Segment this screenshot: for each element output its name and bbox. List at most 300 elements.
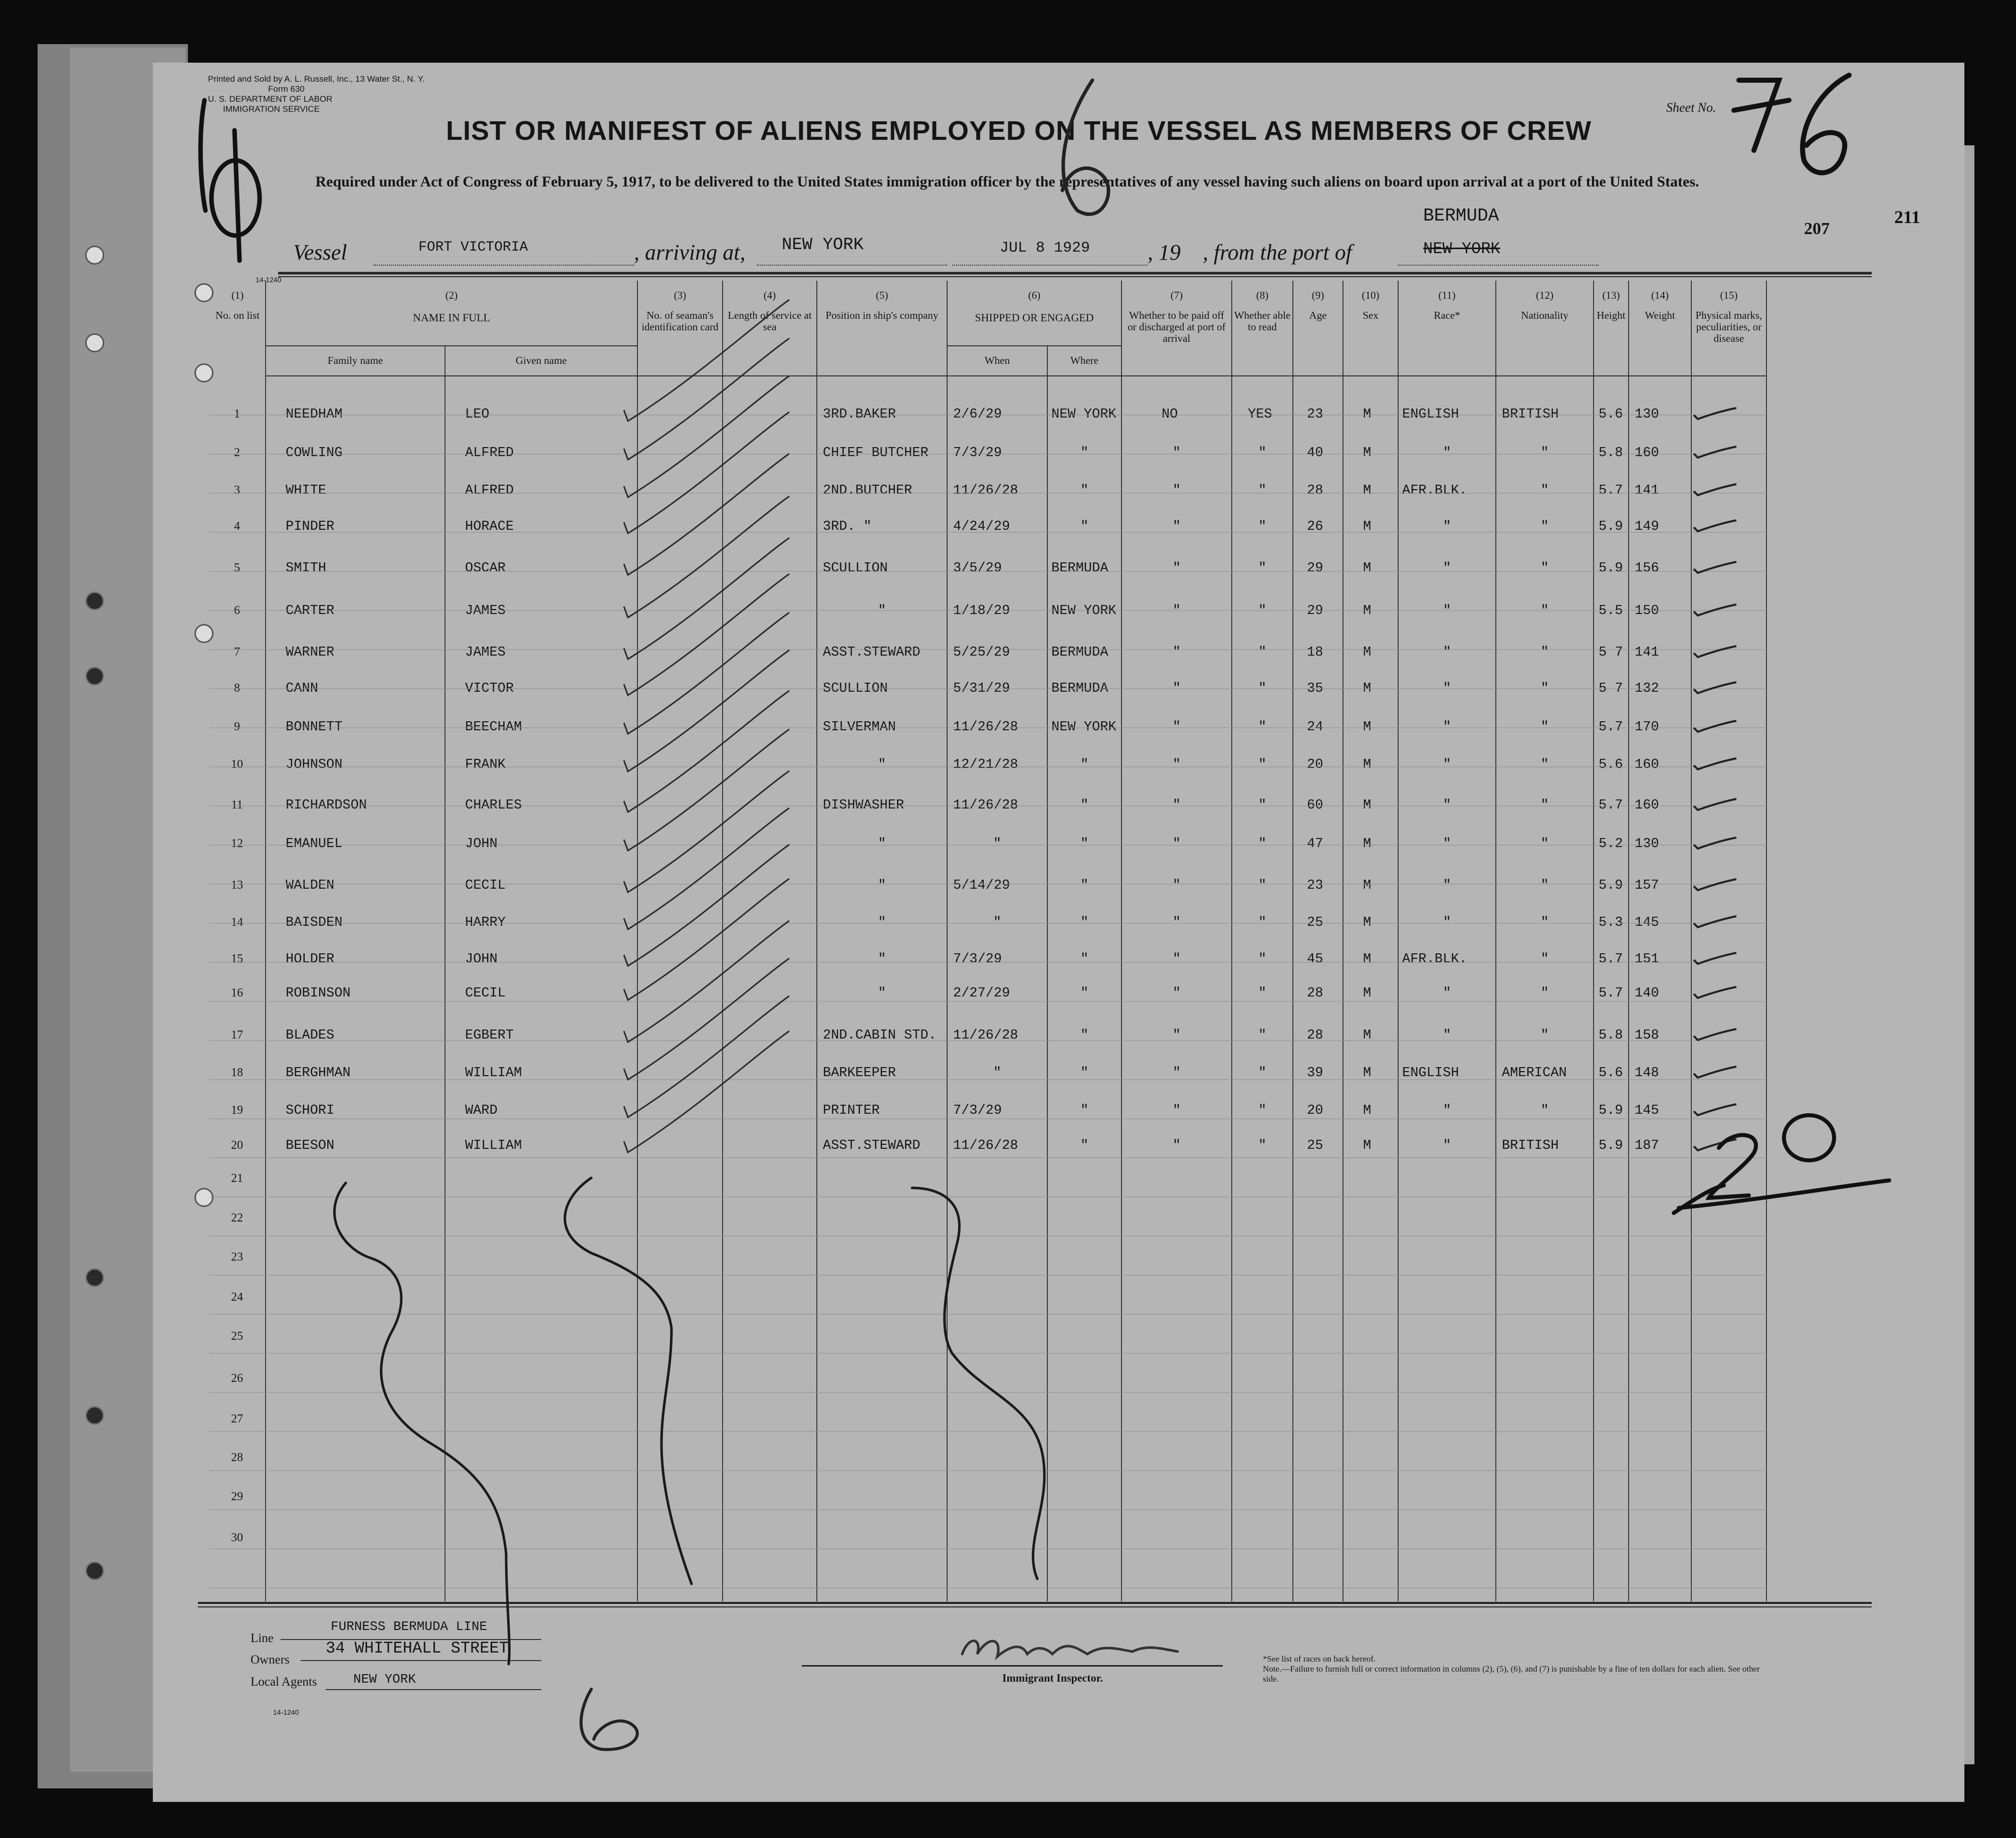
column-number: (15)	[1720, 289, 1738, 301]
paid-off-cell: "	[1173, 681, 1181, 696]
row-number: 25	[231, 1330, 243, 1343]
given-name-cell: EGBERT	[465, 1028, 514, 1043]
age-cell: 29	[1307, 561, 1323, 576]
margin-number: 211	[1894, 207, 1921, 227]
sex-cell: M	[1363, 681, 1372, 696]
age-cell: 47	[1307, 837, 1323, 852]
row-number: 1	[234, 407, 240, 421]
row-number: 21	[231, 1172, 243, 1185]
given-name-cell: LEO	[465, 407, 490, 422]
binder-hole	[85, 667, 104, 686]
shipped-where-cell: NEW YORK	[1051, 720, 1116, 735]
shipped-where-cell: "	[1080, 446, 1089, 461]
row-number: 29	[231, 1490, 243, 1503]
column-label: Race*	[1434, 309, 1460, 321]
age-cell: 40	[1307, 446, 1323, 461]
sex-cell: M	[1363, 878, 1372, 893]
row-number: 11	[231, 798, 243, 811]
given-name-cell: WILLIAM	[465, 1066, 522, 1081]
shipped-where-cell: "	[1080, 1103, 1089, 1118]
weight-cell: 160	[1635, 446, 1659, 461]
weight-cell: 187	[1635, 1138, 1659, 1153]
column-label: Sex	[1363, 309, 1379, 321]
age-cell: 35	[1307, 681, 1323, 696]
shipped-when-cell: "	[993, 1066, 1002, 1081]
able-to-read-cell: "	[1258, 1028, 1267, 1043]
column-number: (9)	[1311, 289, 1324, 301]
family-name-cell: ROBINSON	[286, 986, 351, 1001]
family-name-cell: EMANUEL	[286, 837, 343, 852]
family-name-cell: BEESON	[286, 1138, 335, 1153]
height-cell: 5.7	[1599, 483, 1623, 498]
height-cell: 5.9	[1599, 519, 1623, 534]
weight-cell: 140	[1635, 986, 1659, 1001]
shipped-when-cell: 11/26/28	[953, 720, 1018, 735]
given-name-cell: HARRY	[465, 915, 506, 930]
sheet-label: Sheet No.	[1666, 100, 1716, 115]
column-number: (3)	[674, 289, 687, 301]
position-cell: "	[878, 878, 886, 893]
paid-off-cell: "	[1173, 1066, 1181, 1081]
row-number: 30	[231, 1531, 243, 1544]
nationality-cell: "	[1540, 681, 1549, 696]
column-number: (8)	[1256, 289, 1269, 301]
column-label: Length of service at sea	[728, 309, 812, 333]
manifest-subtitle: Required under Act of Congress of February 5, 1917, to be delivered to the United States immigration officer by the representatives of any vessel having such aliens on board upon arrival at a port of the United States.	[315, 173, 1699, 190]
nationality-cell: "	[1540, 915, 1549, 930]
height-cell: 5.6	[1599, 407, 1623, 422]
given-name-cell: JAMES	[465, 603, 506, 619]
age-cell: 60	[1307, 798, 1323, 813]
sex-cell: M	[1363, 561, 1372, 576]
given-name-cell: BEECHAM	[465, 720, 522, 735]
nationality-cell: "	[1540, 561, 1549, 576]
able-to-read-cell: "	[1258, 446, 1267, 461]
family-name-cell: RICHARDSON	[286, 798, 367, 813]
able-to-read-cell: "	[1258, 519, 1267, 534]
weight-cell: 157	[1635, 878, 1659, 893]
able-to-read-cell: "	[1258, 1103, 1267, 1118]
family-name-cell: WALDEN	[286, 878, 335, 893]
shipped-when-cell: 7/3/29	[953, 1103, 1002, 1118]
given-name-cell: WARD	[465, 1103, 498, 1118]
race-cell: ENGLISH	[1402, 1066, 1459, 1081]
nationality-cell: "	[1540, 483, 1549, 498]
vessel-name: FORT VICTORIA	[418, 240, 528, 255]
given-name-cell: FRANK	[465, 757, 506, 772]
able-to-read-cell: "	[1258, 915, 1267, 930]
shipped-where-cell: BERMUDA	[1051, 561, 1108, 576]
able-to-read-cell: "	[1258, 952, 1267, 967]
family-name-cell: JOHNSON	[286, 757, 343, 772]
printer-line: Printed and Sold by A. L. Russell, Inc., 13 Water St., N. Y.	[208, 74, 425, 84]
department: U. S. DEPARTMENT OF LABOR	[208, 94, 333, 104]
able-to-read-cell: "	[1258, 986, 1267, 1001]
binder-hole	[85, 1561, 104, 1580]
nationality-cell: "	[1540, 645, 1549, 660]
race-note: *See list of races on back hereof.	[1263, 1654, 1376, 1664]
position-cell: BARKEEPER	[823, 1066, 896, 1081]
vessel-fill-line	[373, 265, 634, 266]
paid-off-cell: "	[1173, 603, 1181, 619]
position-cell: "	[878, 915, 886, 930]
position-cell: 2ND.CABIN STD.	[823, 1028, 937, 1043]
shipped-where-cell: "	[1080, 798, 1089, 813]
weight-cell: 130	[1635, 407, 1659, 422]
age-cell: 20	[1307, 757, 1323, 772]
given-name-cell: JAMES	[465, 645, 506, 660]
column-sublabel: When	[984, 354, 1010, 366]
position-cell: 2ND.BUTCHER	[823, 483, 913, 498]
sex-cell: M	[1363, 837, 1372, 852]
race-cell: "	[1443, 986, 1451, 1001]
race-cell: "	[1443, 798, 1451, 813]
able-to-read-cell: "	[1258, 798, 1267, 813]
shipped-where-cell: "	[1080, 952, 1089, 967]
given-name-cell: WILLIAM	[465, 1138, 522, 1153]
column-number: (11)	[1438, 289, 1456, 301]
row-number: 8	[234, 682, 240, 695]
position-cell: CHIEF BUTCHER	[823, 446, 929, 461]
height-cell: 5.6	[1599, 1066, 1623, 1081]
nationality-cell: "	[1540, 720, 1549, 735]
age-cell: 25	[1307, 915, 1323, 930]
shipped-when-cell: 7/3/29	[953, 952, 1002, 967]
race-cell: "	[1443, 645, 1451, 660]
race-cell: "	[1443, 915, 1451, 930]
footer-note	[1263, 1654, 1764, 1684]
row-number: 19	[231, 1104, 243, 1117]
position-cell: SILVERMAN	[823, 720, 896, 735]
family-name-cell: BLADES	[286, 1028, 335, 1043]
paid-off-cell: "	[1173, 878, 1181, 893]
owners-label: Owners	[251, 1653, 290, 1667]
sex-cell: M	[1363, 1066, 1372, 1081]
race-cell: "	[1443, 757, 1451, 772]
shipped-where-cell: NEW YORK	[1051, 603, 1116, 619]
nationality-cell: "	[1540, 603, 1549, 619]
family-name-cell: NEEDHAM	[286, 407, 343, 422]
able-to-read-cell: "	[1258, 483, 1267, 498]
able-to-read-cell: YES	[1248, 407, 1272, 422]
year-label: , 19	[1148, 240, 1181, 265]
shipped-where-cell: "	[1080, 1066, 1089, 1081]
nationality-cell: "	[1540, 1028, 1549, 1043]
given-name-cell: CECIL	[465, 986, 506, 1001]
shipped-when-cell: 12/21/28	[953, 757, 1018, 772]
height-cell: 5.3	[1599, 915, 1623, 930]
sex-cell: M	[1363, 1103, 1372, 1118]
family-name-cell: WHITE	[286, 483, 327, 498]
age-cell: 25	[1307, 1138, 1323, 1153]
agents-value: NEW YORK	[353, 1672, 416, 1687]
nationality-cell: BRITISH	[1502, 407, 1559, 422]
weight-cell: 170	[1635, 720, 1659, 735]
owners-value: 34 WHITEHALL STREET	[326, 1639, 509, 1658]
height-cell: 5.9	[1599, 1103, 1623, 1118]
weight-cell: 130	[1635, 837, 1659, 852]
position-cell: SCULLION	[823, 561, 888, 576]
agents-label: Local Agents	[251, 1675, 317, 1689]
height-cell: 5.7	[1599, 952, 1623, 967]
vessel-label: Vessel	[293, 240, 347, 265]
binder-hole	[85, 1406, 104, 1425]
column-number: (1)	[231, 289, 244, 301]
from-port-struck: NEW YORK	[1423, 240, 1500, 258]
nationality-cell: "	[1540, 952, 1549, 967]
able-to-read-cell: "	[1258, 645, 1267, 660]
column-label: Nationality	[1521, 309, 1569, 321]
family-name-cell: COWLING	[286, 446, 343, 461]
inspector-line	[802, 1665, 1223, 1667]
row-number: 16	[231, 986, 243, 999]
sex-cell: M	[1363, 519, 1372, 534]
binder-hole	[85, 333, 104, 352]
sex-cell: M	[1363, 986, 1372, 1001]
position-cell: DISHWASHER	[823, 798, 905, 813]
height-cell: 5.7	[1599, 986, 1623, 1001]
sex-cell: M	[1363, 446, 1372, 461]
race-cell: "	[1443, 561, 1451, 576]
weight-cell: 149	[1635, 519, 1659, 534]
row-number: 28	[231, 1451, 243, 1464]
footer-form-code: 14-1240	[273, 1708, 299, 1716]
race-cell: "	[1443, 837, 1451, 852]
arriving-fill-line	[757, 265, 947, 266]
shipped-where-cell: "	[1080, 1028, 1089, 1043]
nationality-cell: "	[1540, 446, 1549, 461]
row-number: 9	[234, 720, 240, 733]
column-label: Whether able to read	[1234, 309, 1291, 333]
printer-credit	[208, 74, 424, 114]
age-cell: 24	[1307, 720, 1323, 735]
nationality-cell: BRITISH	[1502, 1138, 1559, 1153]
able-to-read-cell: "	[1258, 1066, 1267, 1081]
column-number: (7)	[1170, 289, 1183, 301]
shipped-when-cell: "	[993, 837, 1002, 852]
height-cell: 5.7	[1599, 720, 1623, 735]
weight-cell: 145	[1635, 915, 1659, 930]
column-label: Weight	[1645, 309, 1675, 321]
column-sublabel: Where	[1070, 354, 1098, 366]
shipped-where-cell: NEW YORK	[1051, 407, 1116, 422]
able-to-read-cell: "	[1258, 603, 1267, 619]
row-number: 15	[231, 952, 243, 965]
family-name-cell: WARNER	[286, 645, 335, 660]
penalty-note: Note.—Failure to furnish full or correct information in columns (2), (5), (6), and (7) is punishable by a fine of ten dollars for each alien. See other side.	[1263, 1664, 1760, 1684]
race-cell: AFR.BLK.	[1402, 952, 1467, 967]
line-label: Line	[251, 1631, 274, 1645]
sex-cell: M	[1363, 915, 1372, 930]
weight-cell: 141	[1635, 483, 1659, 498]
race-cell: "	[1443, 1103, 1451, 1118]
weight-cell: 145	[1635, 1103, 1659, 1118]
able-to-read-cell: "	[1258, 757, 1267, 772]
row-number: 5	[234, 561, 240, 574]
position-cell: "	[878, 986, 886, 1001]
shipped-when-cell: 4/24/29	[953, 519, 1010, 534]
paid-off-cell: "	[1173, 446, 1181, 461]
shipped-where-cell: "	[1080, 878, 1089, 893]
able-to-read-cell: "	[1258, 878, 1267, 893]
given-name-cell: JOHN	[465, 837, 498, 852]
form-code: 14-1240	[256, 276, 282, 284]
nationality-cell: "	[1540, 757, 1549, 772]
weight-cell: 156	[1635, 561, 1659, 576]
nationality-cell: "	[1540, 798, 1549, 813]
family-name-cell: SCHORI	[286, 1103, 335, 1118]
race-cell: AFR.BLK.	[1402, 483, 1467, 498]
from-port-fill-line	[1398, 265, 1599, 266]
row-number: 26	[231, 1372, 243, 1385]
age-cell: 29	[1307, 603, 1323, 619]
position-cell: PRINTER	[823, 1103, 880, 1118]
row-number: 7	[234, 646, 240, 659]
shipped-where-cell: BERMUDA	[1051, 645, 1108, 660]
paid-off-cell: "	[1173, 1028, 1181, 1043]
shipped-when-cell: 1/18/29	[953, 603, 1010, 619]
paid-off-cell: "	[1173, 519, 1181, 534]
sex-cell: M	[1363, 603, 1372, 619]
shipped-where-cell: "	[1080, 519, 1089, 534]
able-to-read-cell: "	[1258, 837, 1267, 852]
weight-cell: 158	[1635, 1028, 1659, 1043]
manifest-title: LIST OR MANIFEST OF ALIENS EMPLOYED ON THE VESSEL AS MEMBERS OF CREW	[446, 116, 1592, 146]
row-number: 12	[231, 837, 243, 850]
column-sublabel: Given name	[515, 354, 567, 366]
page-number: 207	[1804, 220, 1830, 238]
position-cell: "	[878, 952, 886, 967]
paid-off-cell: "	[1173, 1103, 1181, 1118]
age-cell: 28	[1307, 1028, 1323, 1043]
punch-hole	[194, 624, 213, 643]
form-number: Form 630	[268, 84, 305, 94]
family-name-cell: CANN	[286, 681, 318, 696]
family-name-cell: CARTER	[286, 603, 335, 619]
given-name-cell: ALFRED	[465, 446, 514, 461]
given-name-cell: HORACE	[465, 519, 514, 534]
given-name-cell: VICTOR	[465, 681, 514, 696]
sex-cell: M	[1363, 645, 1372, 660]
race-cell: "	[1443, 603, 1451, 619]
shipped-when-cell: 7/3/29	[953, 446, 1002, 461]
column-label: Age	[1309, 309, 1327, 321]
given-name-cell: CHARLES	[465, 798, 522, 813]
column-label: No. of seaman's identification card	[641, 309, 719, 333]
sex-cell: M	[1363, 407, 1372, 422]
sex-cell: M	[1363, 720, 1372, 735]
weight-cell: 141	[1635, 645, 1659, 660]
age-cell: 23	[1307, 878, 1323, 893]
arrival-date: JUL 8 1929	[1000, 240, 1090, 257]
arriving-at: NEW YORK	[782, 236, 864, 255]
shipped-when-cell: 3/5/29	[953, 561, 1002, 576]
race-cell: "	[1443, 681, 1451, 696]
shipped-when-cell: 5/14/29	[953, 878, 1010, 893]
age-cell: 18	[1307, 645, 1323, 660]
height-cell: 5.6	[1599, 757, 1623, 772]
sex-cell: M	[1363, 1138, 1372, 1153]
shipped-where-cell: "	[1080, 757, 1089, 772]
column-number: (5)	[875, 289, 888, 301]
shipped-where-cell: "	[1080, 483, 1089, 498]
row-number: 17	[231, 1029, 243, 1042]
row-number: 20	[231, 1139, 243, 1152]
row-number: 2	[234, 446, 240, 459]
nationality-cell: AMERICAN	[1502, 1066, 1567, 1081]
family-name-cell: PINDER	[286, 519, 335, 534]
race-cell: "	[1443, 720, 1451, 735]
position-cell: 3RD.BAKER	[823, 407, 896, 422]
column-number: (4)	[763, 289, 776, 301]
row-number: 6	[234, 604, 240, 617]
paid-off-cell: "	[1173, 757, 1181, 772]
shipped-when-cell: 5/25/29	[953, 645, 1010, 660]
family-name-cell: BAISDEN	[286, 915, 343, 930]
column-number: (12)	[1536, 289, 1553, 301]
paid-off-cell: NO	[1162, 407, 1178, 422]
race-cell: ENGLISH	[1402, 407, 1459, 422]
paid-off-cell: "	[1173, 645, 1181, 660]
inspector-label: Immigrant Inspector.	[1002, 1672, 1103, 1684]
nationality-cell: "	[1540, 878, 1549, 893]
race-cell: "	[1443, 446, 1451, 461]
date-fill-line	[952, 265, 1148, 266]
sex-cell: M	[1363, 1028, 1372, 1043]
row-number: 22	[231, 1211, 243, 1224]
shipped-where-cell: "	[1080, 986, 1089, 1001]
height-cell: 5.9	[1599, 878, 1623, 893]
row-number: 23	[231, 1251, 243, 1264]
family-name-cell: HOLDER	[286, 952, 335, 967]
height-cell: 5.7	[1599, 798, 1623, 813]
shipped-when-cell: 11/26/28	[953, 483, 1018, 498]
family-name-cell: BONNETT	[286, 720, 343, 735]
shipped-when-cell: 11/26/28	[953, 798, 1018, 813]
column-label: Whether to be paid off or discharged at port of arrival	[1128, 309, 1226, 344]
row-number: 24	[231, 1291, 243, 1304]
weight-cell: 160	[1635, 798, 1659, 813]
owners-fill	[301, 1660, 541, 1661]
sex-cell: M	[1363, 952, 1372, 967]
position-cell: "	[878, 757, 886, 772]
weight-cell: 150	[1635, 603, 1659, 619]
row-number: 13	[231, 879, 243, 892]
shipped-when-cell: 5/31/29	[953, 681, 1010, 696]
from-port: BERMUDA	[1423, 206, 1499, 226]
given-name-cell: CECIL	[465, 878, 506, 893]
age-cell: 20	[1307, 1103, 1323, 1118]
race-cell: "	[1443, 1028, 1451, 1043]
binder-hole	[85, 591, 104, 610]
column-label: Physical marks, peculiarities, or disease	[1695, 309, 1762, 344]
height-cell: 5.8	[1599, 1028, 1623, 1043]
row-number: 3	[234, 484, 240, 497]
shipped-when-cell: 11/26/28	[953, 1138, 1018, 1153]
paid-off-cell: "	[1173, 720, 1181, 735]
punch-hole	[194, 1188, 213, 1207]
shipped-when-cell: 2/27/29	[953, 986, 1010, 1001]
binder-hole	[85, 1268, 104, 1287]
shipped-where-cell: "	[1080, 915, 1089, 930]
position-cell: SCULLION	[823, 681, 888, 696]
race-cell: "	[1443, 1138, 1451, 1153]
paid-off-cell: "	[1173, 798, 1181, 813]
age-cell: 23	[1307, 407, 1323, 422]
given-name-cell: ALFRED	[465, 483, 514, 498]
paid-off-cell: "	[1173, 952, 1181, 967]
family-name-cell: SMITH	[286, 561, 327, 576]
